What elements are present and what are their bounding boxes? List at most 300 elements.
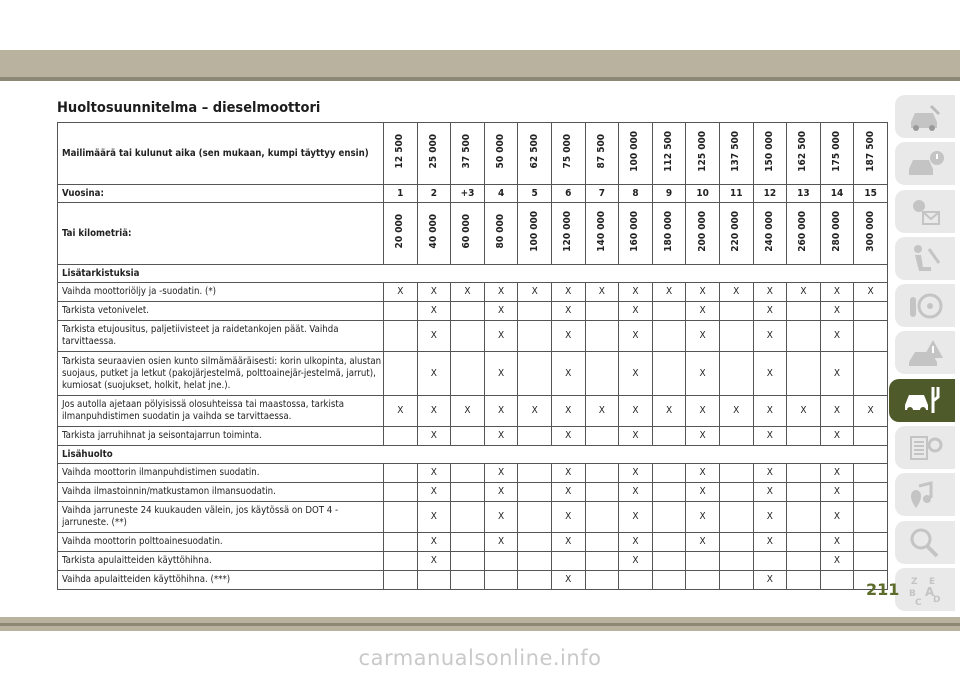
mileage-cell bbox=[854, 123, 888, 185]
mileage-value: 125 000 bbox=[696, 131, 708, 172]
interval-mark-cell: X bbox=[753, 464, 787, 483]
interval-mark-cell bbox=[787, 302, 821, 321]
interval-mark-cell: X bbox=[551, 396, 585, 427]
interval-mark-cell: X bbox=[417, 396, 451, 427]
row-label: Vaihda moottorin polttoainesuodatin. bbox=[58, 533, 384, 552]
interval-mark-cell: X bbox=[820, 302, 854, 321]
row-label: Tarkista vetonivelet. bbox=[58, 302, 384, 321]
mileage-header-row bbox=[58, 123, 888, 185]
interval-mark-cell bbox=[652, 352, 686, 396]
page-title: Huoltosuunnitelma – dieselmoottori bbox=[57, 100, 321, 116]
interval-mark-cell: X bbox=[820, 427, 854, 446]
interval-mark-cell: X bbox=[551, 571, 585, 590]
mileage-value: 100 000 bbox=[629, 131, 641, 172]
interval-mark-cell: X bbox=[753, 396, 787, 427]
interval-mark-cell bbox=[484, 571, 518, 590]
mileage-value: 62 500 bbox=[528, 134, 540, 169]
kilometre-cell bbox=[585, 203, 619, 265]
row-label: Vaihda apulaitteiden käyttöhihna. (***) bbox=[58, 571, 384, 590]
interval-mark-cell: X bbox=[619, 464, 653, 483]
footer-line bbox=[0, 623, 960, 626]
mileage-value: 87 500 bbox=[595, 134, 607, 169]
interval-mark-cell bbox=[585, 571, 619, 590]
tab-specifications-gear[interactable] bbox=[895, 426, 955, 469]
interval-mark-cell: X bbox=[417, 533, 451, 552]
interval-mark-cell: X bbox=[753, 427, 787, 446]
year-cell: 12 bbox=[753, 185, 787, 203]
interval-mark-cell bbox=[719, 427, 753, 446]
interval-mark-cell bbox=[585, 302, 619, 321]
interval-mark-cell bbox=[518, 352, 552, 396]
interval-mark-cell bbox=[719, 502, 753, 533]
interval-mark-cell: X bbox=[551, 352, 585, 396]
interval-mark-cell bbox=[518, 321, 552, 352]
interval-mark-cell bbox=[451, 352, 485, 396]
interval-mark-cell bbox=[384, 502, 418, 533]
interval-mark-cell: X bbox=[619, 483, 653, 502]
kilometre-value: 100 000 bbox=[528, 211, 540, 252]
mileage-value: 150 000 bbox=[763, 131, 775, 172]
music-navigation-icon bbox=[905, 478, 945, 512]
car-warning-icon bbox=[905, 147, 945, 181]
row-label: Vaihda ilmastoinnin/matkustamon ilmansuodatin. bbox=[58, 483, 384, 502]
chapter-tabs bbox=[889, 95, 960, 615]
interval-mark-cell bbox=[719, 483, 753, 502]
interval-mark-cell bbox=[719, 302, 753, 321]
table-row bbox=[58, 396, 888, 427]
interval-mark-cell: X bbox=[619, 427, 653, 446]
watermark: carmanualsonline.info bbox=[358, 646, 602, 670]
interval-mark-cell: X bbox=[820, 533, 854, 552]
interval-mark-cell bbox=[854, 352, 888, 396]
interval-mark-cell: X bbox=[484, 302, 518, 321]
interval-mark-cell: X bbox=[753, 283, 787, 302]
interval-mark-cell bbox=[451, 321, 485, 352]
interval-mark-cell bbox=[854, 483, 888, 502]
interval-mark-cell bbox=[719, 533, 753, 552]
interval-mark-cell bbox=[518, 302, 552, 321]
interval-mark-cell: X bbox=[551, 321, 585, 352]
interval-mark-cell bbox=[787, 483, 821, 502]
kilometre-value: 300 000 bbox=[864, 211, 876, 252]
mileage-value: 37 500 bbox=[461, 134, 473, 169]
mileage-cell bbox=[384, 123, 418, 185]
row-label: Mailimäärä tai kulunut aika (sen mukaan, kumpi täyttyy ensin) bbox=[58, 123, 384, 185]
interval-mark-cell: X bbox=[484, 321, 518, 352]
interval-mark-cell bbox=[451, 552, 485, 571]
mileage-cell bbox=[585, 123, 619, 185]
mileage-value: 112 500 bbox=[663, 131, 675, 172]
interval-mark-cell: X bbox=[417, 552, 451, 571]
car-wrench-maintenance-icon bbox=[902, 383, 942, 417]
row-label: Vaihda moottoriöljy ja -suodatin. (*) bbox=[58, 283, 384, 302]
interval-mark-cell bbox=[787, 502, 821, 533]
airbag-seat-icon bbox=[905, 241, 945, 275]
interval-mark-cell bbox=[518, 552, 552, 571]
interval-mark-cell bbox=[787, 571, 821, 590]
interval-mark-cell: X bbox=[753, 533, 787, 552]
year-cell: 10 bbox=[686, 185, 720, 203]
interval-mark-cell bbox=[854, 502, 888, 533]
interval-mark-cell bbox=[384, 552, 418, 571]
kilometre-cell bbox=[719, 203, 753, 265]
mileage-value: 162 500 bbox=[797, 131, 809, 172]
interval-mark-cell bbox=[384, 483, 418, 502]
svg-text:B: B bbox=[909, 589, 916, 600]
interval-mark-cell: X bbox=[686, 396, 720, 427]
interval-mark-cell bbox=[585, 483, 619, 502]
interval-mark-cell: X bbox=[787, 283, 821, 302]
interval-mark-cell bbox=[451, 502, 485, 533]
year-cell: 7 bbox=[585, 185, 619, 203]
interval-mark-cell bbox=[686, 552, 720, 571]
mileage-value: 137 500 bbox=[730, 131, 742, 172]
kilometre-value: 40 000 bbox=[427, 214, 439, 249]
mileage-cell bbox=[518, 123, 552, 185]
table-row bbox=[58, 302, 888, 321]
interval-mark-cell: X bbox=[787, 396, 821, 427]
interval-mark-cell bbox=[652, 571, 686, 590]
maintenance-schedule-table bbox=[57, 122, 888, 590]
key-steering-wheel-icon bbox=[905, 289, 945, 323]
interval-mark-cell: X bbox=[518, 396, 552, 427]
interval-mark-cell: X bbox=[551, 483, 585, 502]
interval-mark-cell bbox=[854, 427, 888, 446]
interval-mark-cell: X bbox=[753, 321, 787, 352]
kilometre-value: 140 000 bbox=[595, 211, 607, 252]
interval-mark-cell bbox=[652, 533, 686, 552]
interval-mark-cell: X bbox=[484, 464, 518, 483]
interval-mark-cell bbox=[787, 321, 821, 352]
dashboard-lights-message-icon bbox=[905, 194, 945, 228]
interval-mark-cell: X bbox=[686, 483, 720, 502]
mileage-value: 25 000 bbox=[427, 134, 439, 169]
kilometre-value: 160 000 bbox=[629, 211, 641, 252]
year-cell: 2 bbox=[417, 185, 451, 203]
interval-mark-cell bbox=[384, 321, 418, 352]
interval-mark-cell: X bbox=[854, 396, 888, 427]
mileage-value: 50 000 bbox=[495, 134, 507, 169]
interval-mark-cell bbox=[451, 427, 485, 446]
kilometre-cell bbox=[551, 203, 585, 265]
interval-mark-cell bbox=[451, 302, 485, 321]
row-label: Tai kilometriä: bbox=[58, 203, 384, 265]
interval-mark-cell: X bbox=[417, 352, 451, 396]
interval-mark-cell: X bbox=[753, 571, 787, 590]
kilometre-cell bbox=[686, 203, 720, 265]
section-header-row bbox=[58, 265, 888, 283]
kilometre-cell bbox=[384, 203, 418, 265]
year-cell: 13 bbox=[787, 185, 821, 203]
interval-mark-cell: X bbox=[551, 427, 585, 446]
interval-mark-cell: X bbox=[417, 464, 451, 483]
interval-mark-cell bbox=[484, 552, 518, 571]
mileage-cell bbox=[753, 123, 787, 185]
table-row bbox=[58, 283, 888, 302]
interval-mark-cell: X bbox=[619, 302, 653, 321]
interval-mark-cell: X bbox=[619, 352, 653, 396]
mileage-value: 12 500 bbox=[394, 134, 406, 169]
interval-mark-cell: X bbox=[686, 352, 720, 396]
kilometre-cell bbox=[854, 203, 888, 265]
interval-mark-cell: X bbox=[551, 283, 585, 302]
interval-mark-cell: X bbox=[551, 464, 585, 483]
interval-mark-cell bbox=[518, 533, 552, 552]
year-cell: +3 bbox=[451, 185, 485, 203]
kilometre-value: 80 000 bbox=[495, 214, 507, 249]
years-row bbox=[58, 185, 888, 203]
interval-mark-cell bbox=[854, 302, 888, 321]
kilometre-value: 120 000 bbox=[562, 211, 574, 252]
tab-search-magnifier[interactable] bbox=[895, 521, 955, 564]
interval-mark-cell: X bbox=[820, 321, 854, 352]
interval-mark-cell: X bbox=[820, 396, 854, 427]
interval-mark-cell: X bbox=[854, 283, 888, 302]
interval-mark-cell bbox=[787, 464, 821, 483]
interval-mark-cell bbox=[719, 352, 753, 396]
kilometre-cell bbox=[753, 203, 787, 265]
table-row bbox=[58, 321, 888, 352]
interval-mark-cell bbox=[585, 464, 619, 483]
interval-mark-cell bbox=[585, 352, 619, 396]
interval-mark-cell: X bbox=[619, 533, 653, 552]
row-label: Tarkista seuraavien osien kunto silmämääräisesti: korin ulkopinta, alustan suojaus, putket ja letkut (pakojärjestelmä, polttoainejär-jestelmä, jarrut), kumiosat (suojukset, holkit, helat jne.). bbox=[58, 352, 384, 396]
year-cell: 6 bbox=[551, 185, 585, 203]
interval-mark-cell: X bbox=[585, 396, 619, 427]
svg-text:D: D bbox=[933, 595, 941, 606]
section-title: Lisätarkistuksia bbox=[58, 265, 888, 283]
tab-alphabetical-index[interactable] bbox=[895, 568, 955, 611]
interval-mark-cell bbox=[787, 533, 821, 552]
page-number: 211 bbox=[866, 580, 900, 599]
interval-mark-cell: X bbox=[417, 283, 451, 302]
interval-mark-cell: X bbox=[384, 396, 418, 427]
interval-mark-cell bbox=[854, 533, 888, 552]
interval-mark-cell bbox=[518, 464, 552, 483]
interval-mark-cell: X bbox=[384, 283, 418, 302]
kilometre-cell bbox=[451, 203, 485, 265]
row-label: Jos autolla ajetaan pölyisissä olosuhteissa tai maastossa, tarkista ilmanpuhdistimen suodatin ja vaihda se tarvittaessa. bbox=[58, 396, 384, 427]
mileage-cell bbox=[787, 123, 821, 185]
interval-mark-cell: X bbox=[753, 502, 787, 533]
section-title: Lisähuolto bbox=[58, 446, 888, 464]
interval-mark-cell bbox=[451, 533, 485, 552]
interval-mark-cell bbox=[585, 533, 619, 552]
table-row bbox=[58, 571, 888, 590]
mileage-cell bbox=[451, 123, 485, 185]
specifications-gear-icon bbox=[905, 431, 945, 465]
tab-car-wrench-maintenance[interactable] bbox=[889, 379, 955, 422]
table-row bbox=[58, 552, 888, 571]
section-header-row bbox=[58, 446, 888, 464]
interval-mark-cell: X bbox=[719, 396, 753, 427]
interval-mark-cell: X bbox=[686, 321, 720, 352]
interval-mark-cell bbox=[585, 321, 619, 352]
interval-mark-cell: X bbox=[619, 552, 653, 571]
interval-mark-cell: X bbox=[686, 533, 720, 552]
interval-mark-cell: X bbox=[753, 302, 787, 321]
interval-mark-cell: X bbox=[417, 302, 451, 321]
interval-mark-cell: X bbox=[451, 283, 485, 302]
interval-mark-cell: X bbox=[551, 502, 585, 533]
year-cell: 11 bbox=[719, 185, 753, 203]
interval-mark-cell bbox=[719, 321, 753, 352]
table-row bbox=[58, 352, 888, 396]
interval-mark-cell: X bbox=[619, 321, 653, 352]
interval-mark-cell: X bbox=[484, 533, 518, 552]
interval-mark-cell bbox=[719, 552, 753, 571]
year-cell: 14 bbox=[820, 185, 854, 203]
mileage-cell bbox=[820, 123, 854, 185]
interval-mark-cell: X bbox=[417, 502, 451, 533]
interval-mark-cell bbox=[417, 571, 451, 590]
kilometre-cell bbox=[518, 203, 552, 265]
year-cell: 5 bbox=[518, 185, 552, 203]
mileage-value: 75 000 bbox=[562, 134, 574, 169]
interval-mark-cell bbox=[384, 533, 418, 552]
kilometre-value: 260 000 bbox=[797, 211, 809, 252]
interval-mark-cell: X bbox=[484, 427, 518, 446]
interval-mark-cell: X bbox=[619, 283, 653, 302]
search-magnifier-icon bbox=[905, 525, 945, 559]
table-row bbox=[58, 427, 888, 446]
interval-mark-cell bbox=[585, 427, 619, 446]
kilometre-cell bbox=[652, 203, 686, 265]
mileage-cell bbox=[652, 123, 686, 185]
interval-mark-cell: X bbox=[719, 283, 753, 302]
kilometre-value: 180 000 bbox=[663, 211, 675, 252]
interval-mark-cell: X bbox=[551, 533, 585, 552]
tab-airbag-seat[interactable] bbox=[895, 237, 955, 280]
year-cell: 4 bbox=[484, 185, 518, 203]
row-label: Tarkista etujousitus, paljetiivisteet ja raidetankojen päät. Vaihda tarvittaessa. bbox=[58, 321, 384, 352]
interval-mark-cell bbox=[518, 571, 552, 590]
interval-mark-cell bbox=[551, 552, 585, 571]
year-cell: 1 bbox=[384, 185, 418, 203]
kilometre-cell bbox=[484, 203, 518, 265]
mileage-cell bbox=[719, 123, 753, 185]
interval-mark-cell: X bbox=[484, 502, 518, 533]
interval-mark-cell bbox=[787, 352, 821, 396]
interval-mark-cell: X bbox=[753, 352, 787, 396]
interval-mark-cell bbox=[384, 427, 418, 446]
interval-mark-cell bbox=[854, 464, 888, 483]
interval-mark-cell: X bbox=[820, 552, 854, 571]
tab-emergency[interactable] bbox=[895, 331, 955, 374]
header-bar bbox=[0, 50, 960, 77]
interval-mark-cell bbox=[518, 427, 552, 446]
table-row bbox=[58, 483, 888, 502]
interval-mark-cell: X bbox=[551, 302, 585, 321]
row-label: Vaihda moottorin ilmanpuhdistimen suodatin. bbox=[58, 464, 384, 483]
row-label: Vaihda jarruneste 24 kuukauden välein, jos käytössä on DOT 4 -jarruneste. (**) bbox=[58, 502, 384, 533]
interval-mark-cell bbox=[652, 302, 686, 321]
interval-mark-cell: X bbox=[451, 396, 485, 427]
interval-mark-cell: X bbox=[820, 352, 854, 396]
interval-mark-cell bbox=[384, 352, 418, 396]
interval-mark-cell: X bbox=[686, 502, 720, 533]
year-cell: 9 bbox=[652, 185, 686, 203]
interval-mark-cell bbox=[619, 571, 653, 590]
interval-mark-cell bbox=[451, 571, 485, 590]
table-row bbox=[58, 464, 888, 483]
interval-mark-cell: X bbox=[417, 321, 451, 352]
interval-mark-cell: X bbox=[484, 283, 518, 302]
tab-car-info[interactable] bbox=[895, 95, 955, 138]
interval-mark-cell: X bbox=[652, 283, 686, 302]
interval-mark-cell: X bbox=[417, 483, 451, 502]
interval-mark-cell: X bbox=[820, 483, 854, 502]
interval-mark-cell: X bbox=[518, 283, 552, 302]
interval-mark-cell bbox=[451, 483, 485, 502]
interval-mark-cell bbox=[518, 502, 552, 533]
kilometre-cell bbox=[417, 203, 451, 265]
mileage-cell bbox=[484, 123, 518, 185]
kilometre-value: 20 000 bbox=[394, 214, 406, 249]
tab-music-navigation[interactable] bbox=[895, 473, 955, 516]
interval-mark-cell: X bbox=[686, 464, 720, 483]
interval-mark-cell bbox=[652, 321, 686, 352]
kilometre-cell bbox=[619, 203, 653, 265]
interval-mark-cell bbox=[585, 502, 619, 533]
svg-text:Z: Z bbox=[911, 577, 918, 588]
kilometre-value: 200 000 bbox=[696, 211, 708, 252]
interval-mark-cell bbox=[652, 483, 686, 502]
interval-mark-cell bbox=[652, 427, 686, 446]
mileage-cell bbox=[619, 123, 653, 185]
interval-mark-cell: X bbox=[686, 427, 720, 446]
year-cell: 15 bbox=[854, 185, 888, 203]
interval-mark-cell: X bbox=[619, 502, 653, 533]
table-row bbox=[58, 533, 888, 552]
header-bar-shadow bbox=[0, 77, 960, 81]
interval-mark-cell: X bbox=[820, 502, 854, 533]
interval-mark-cell bbox=[518, 483, 552, 502]
interval-mark-cell bbox=[384, 571, 418, 590]
tab-dashboard-lights-message[interactable] bbox=[895, 190, 955, 233]
interval-mark-cell bbox=[753, 552, 787, 571]
alphabetical-index-icon bbox=[905, 572, 945, 606]
mileage-value: 175 000 bbox=[831, 131, 843, 172]
interval-mark-cell bbox=[719, 571, 753, 590]
kilometre-cell bbox=[820, 203, 854, 265]
interval-mark-cell: X bbox=[652, 396, 686, 427]
car-info-icon bbox=[905, 100, 945, 134]
interval-mark-cell bbox=[787, 552, 821, 571]
interval-mark-cell: X bbox=[484, 396, 518, 427]
mileage-value: 187 500 bbox=[864, 131, 876, 172]
interval-mark-cell bbox=[384, 302, 418, 321]
row-label: Vuosina: bbox=[58, 185, 384, 203]
interval-mark-cell bbox=[585, 552, 619, 571]
header-band bbox=[0, 0, 960, 82]
tab-key-steering-wheel[interactable] bbox=[895, 284, 955, 327]
kilometre-cell bbox=[787, 203, 821, 265]
interval-mark-cell: X bbox=[820, 283, 854, 302]
svg-text:A: A bbox=[925, 585, 935, 600]
svg-text:C: C bbox=[915, 598, 922, 607]
interval-mark-cell: X bbox=[820, 464, 854, 483]
svg-text:E: E bbox=[929, 577, 936, 588]
mileage-cell bbox=[686, 123, 720, 185]
tab-car-warning[interactable] bbox=[895, 142, 955, 185]
kilometres-row bbox=[58, 203, 888, 265]
interval-mark-cell bbox=[652, 502, 686, 533]
interval-mark-cell bbox=[652, 464, 686, 483]
emergency-triangle-icon bbox=[905, 336, 945, 370]
interval-mark-cell bbox=[820, 571, 854, 590]
interval-mark-cell: X bbox=[484, 352, 518, 396]
